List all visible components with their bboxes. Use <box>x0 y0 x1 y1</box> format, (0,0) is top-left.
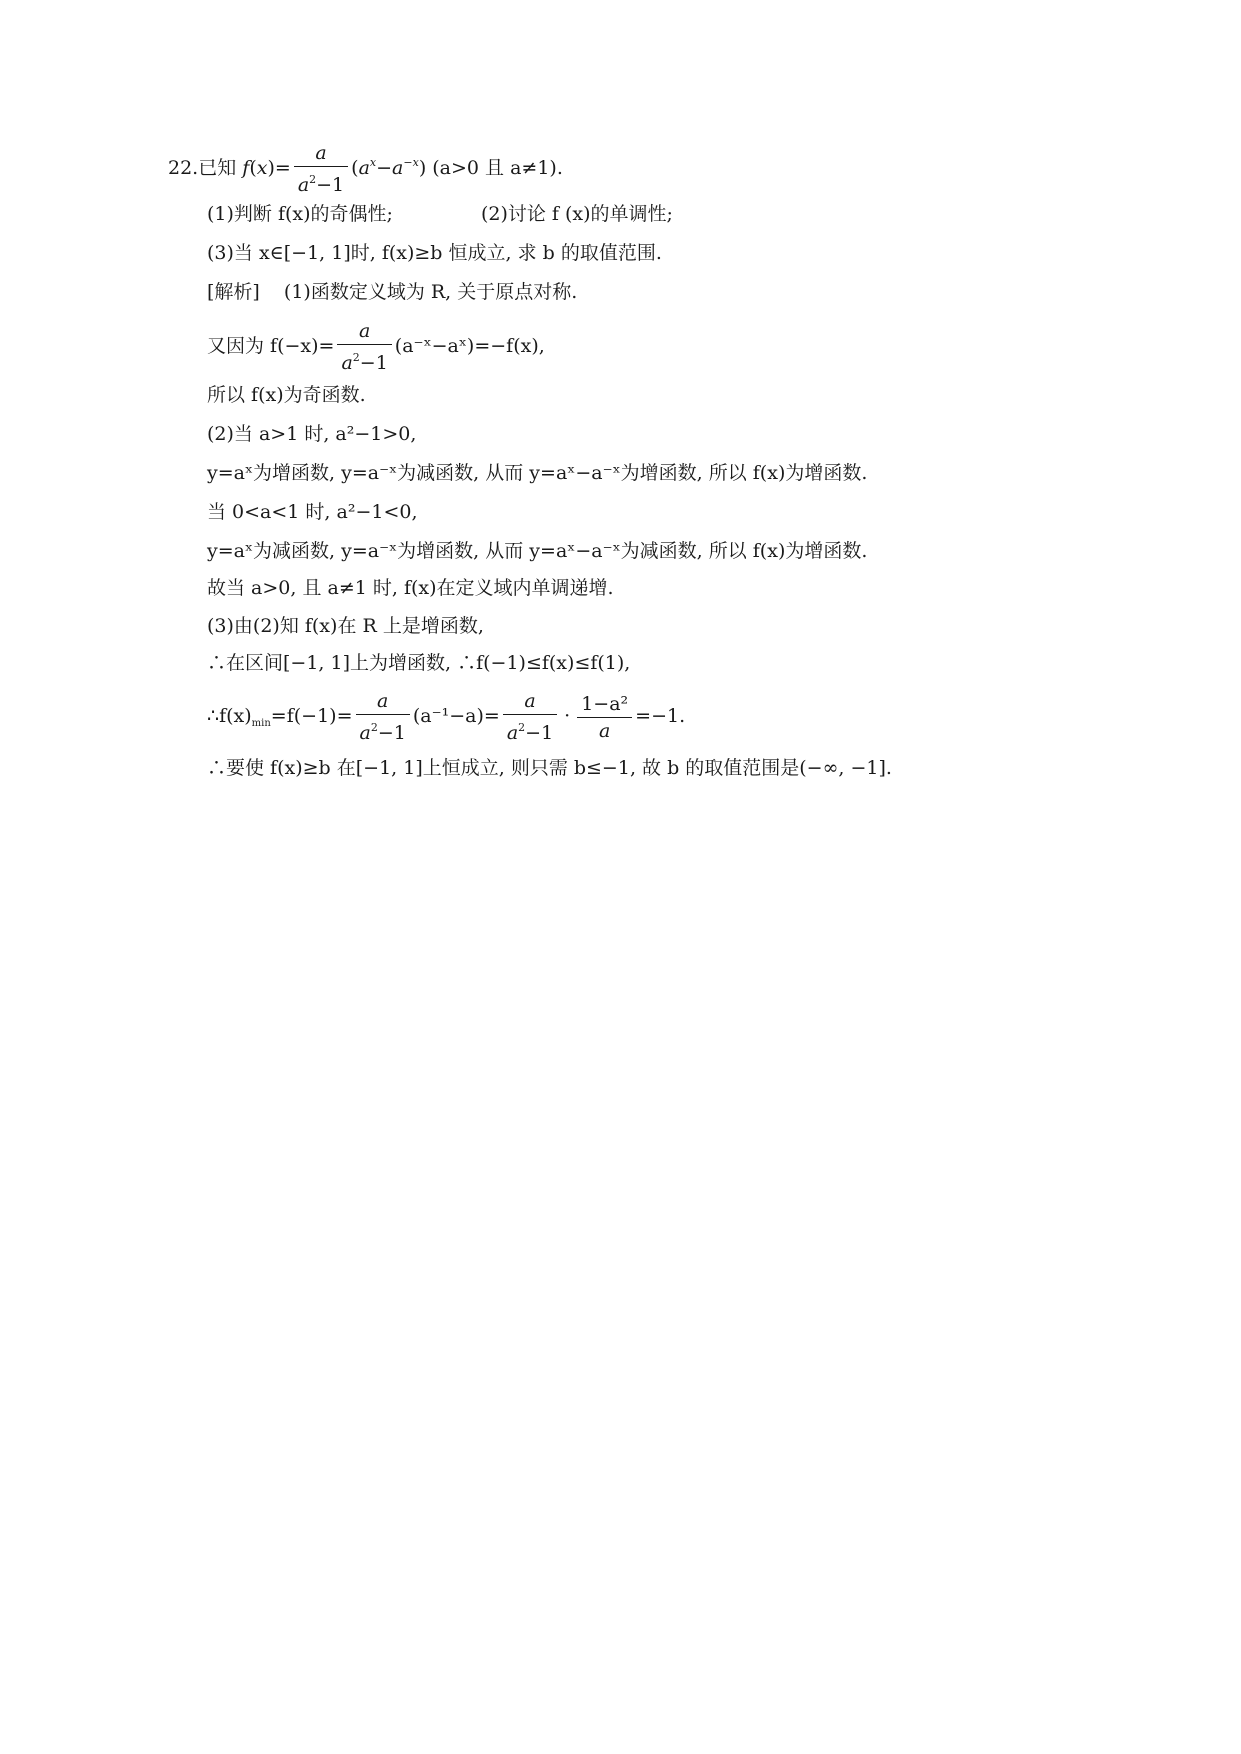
function-name: f <box>242 157 250 179</box>
step2-suffix: (a⁻ˣ−aˣ)=−f(x), <box>394 335 545 357</box>
solution-step-6: 当 0<a<1 时, a²−1<0, <box>207 501 418 523</box>
solution-step-4: (2)当 a>1 时, a²−1>0, <box>207 423 417 445</box>
step11-end: =−1. <box>635 705 686 727</box>
solution-step-10: ∴在区间[−1, 1]上为增函数, ∴f(−1)≤f(x)≤f(1), <box>207 652 631 674</box>
fraction-denominator: $a^2-1$ <box>297 173 345 196</box>
step11-prefix: ∴f(x) <box>207 705 252 727</box>
fraction-numerator: a <box>294 142 348 167</box>
problem-statement: 22.已知 f(x)= $\frac{a}{a^2-1}$ $(a^x-a^{-x})$ (a>0 且 a≠1). <box>168 142 563 196</box>
step11-eq: =f(−1)= <box>270 705 353 727</box>
solution-label: [解析] <box>207 281 260 303</box>
sub-question-3: (3)当 x∈[−1, 1]时, f(x)≥b 恒成立, 求 b 的取值范围. <box>207 242 662 264</box>
sub-question-1: (1)判断 f(x)的奇偶性; <box>207 203 393 225</box>
step11-fraction-3: $\frac{\text{1−a²}}{a}$ <box>577 693 632 742</box>
step2-fraction: $\frac{a}{a^2-1}$ <box>337 320 391 374</box>
function-arg: x <box>256 157 268 179</box>
solution-part1-intro <box>207 280 577 304</box>
coefficient-fraction <box>294 142 348 196</box>
solution-step-1: (1)函数定义域为 R, 关于原点对称. <box>283 281 578 303</box>
solution-step-8: 故当 a>0, 且 a≠1 时, f(x)在定义域内单调递增. <box>207 577 614 599</box>
step11-mid: (a⁻¹−a)= <box>412 705 500 727</box>
multiply-dot: · <box>564 705 571 727</box>
sub-question-2: (2)讨论 f (x)的单调性; <box>480 203 673 225</box>
step11-fraction-2: $\frac{a}{a^2-1}$ <box>503 690 557 744</box>
step11-fraction-1: $\frac{a}{a^2-1}$ <box>356 690 410 744</box>
solution-step-7: y=aˣ为减函数, y=a⁻ˣ为增函数, 从而 y=aˣ−a⁻ˣ为减函数, 所以 f(x)为增函数. <box>207 540 868 562</box>
problem-number: 22. <box>168 157 199 179</box>
solution-step-3: 所以 f(x)为奇函数. <box>207 384 366 406</box>
solution-step-9: (3)由(2)知 f(x)在 R 上是增函数, <box>207 615 484 637</box>
solution-step-5: y=aˣ为增函数, y=a⁻ˣ为减函数, 从而 y=aˣ−a⁻ˣ为增函数, 所以 f(x)为增函数. <box>207 462 868 484</box>
sub-questions-row <box>207 202 673 226</box>
solution-step-11 <box>207 690 685 744</box>
min-subscript: min <box>251 718 271 729</box>
solution-step-12: ∴要使 f(x)≥b 在[−1, 1]上恒成立, 则只需 b≤−1, 故 b 的取值范围是(−∞, −1]. <box>207 757 892 779</box>
solution-step-2 <box>207 320 545 374</box>
step2-prefix: 又因为 f(−x)= <box>207 335 335 357</box>
problem-condition: (a>0 且 a≠1). <box>432 157 563 179</box>
problem-given-text: 已知 <box>198 157 237 179</box>
